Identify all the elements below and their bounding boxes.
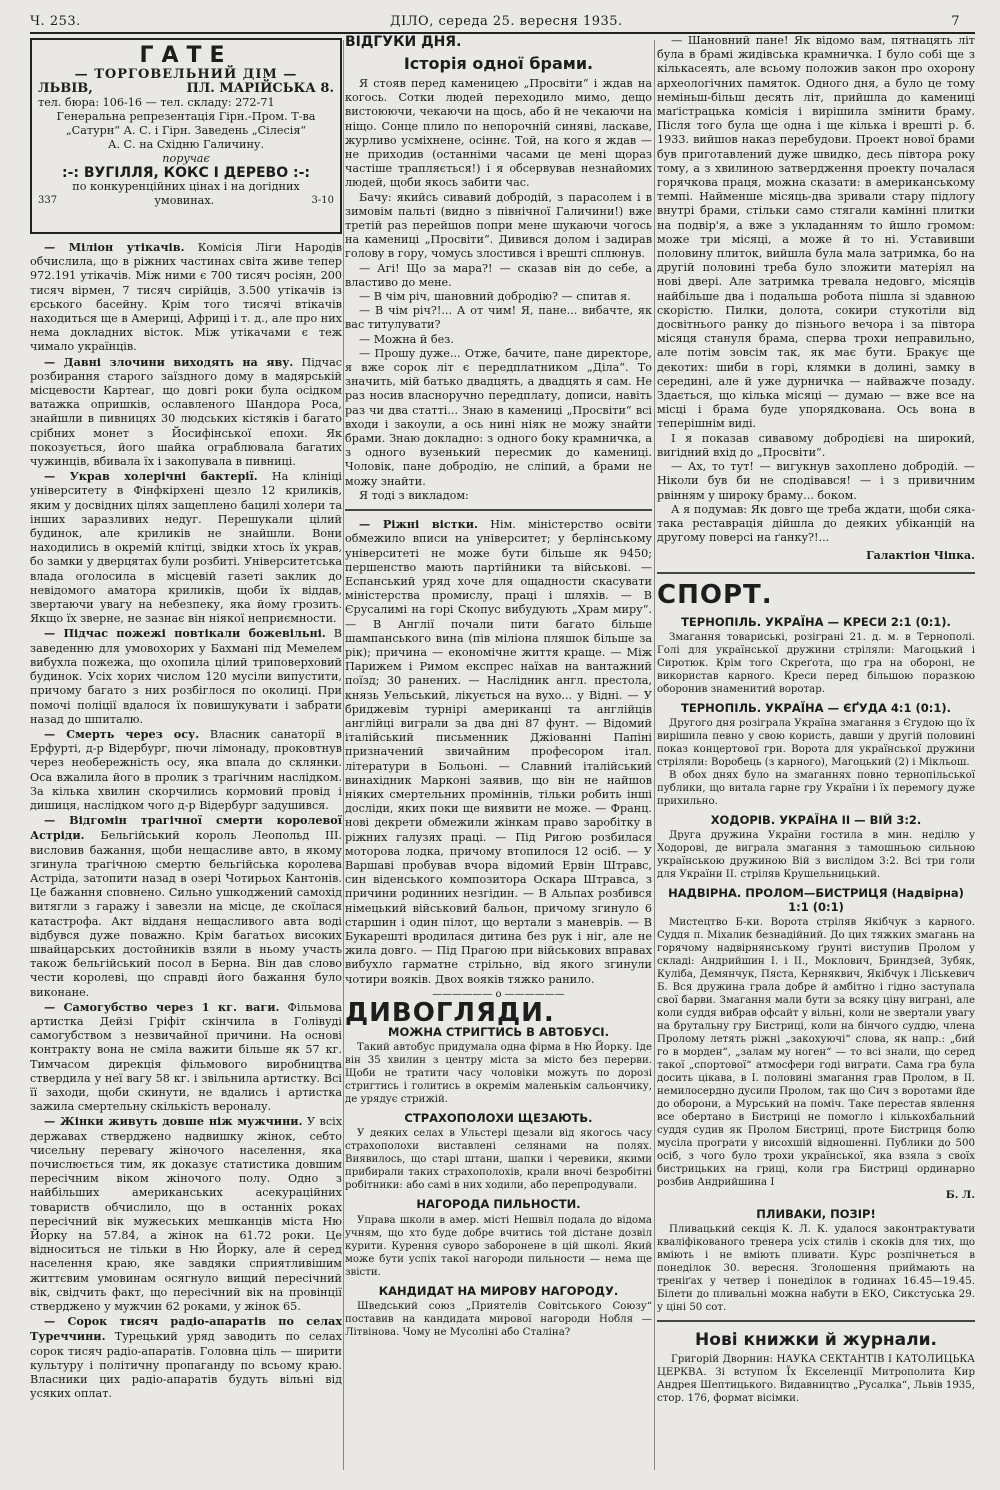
news-briefs xyxy=(30,240,342,1401)
match-text: Пливацький секція К. Л. К. удалося законтрактувати кваліфікованого тренера усіх стилів і скоків для тих, що вміють і не вміють пливати. Курс розпічнеться в понеділок 30. вересня. Зголошення приймають на треніґах у четвер і понеділок в годинах 16.45—19.45. Білети до пливальні можна набути в ЕКО, Сикстуська 29. у ціні 50 сот. xyxy=(657,1224,975,1314)
ad-code-right: 3-10 xyxy=(311,195,334,206)
ad-address-line xyxy=(38,82,334,96)
sport-section xyxy=(657,615,975,1314)
ad-foot xyxy=(38,194,334,208)
oddity-body xyxy=(345,1300,652,1339)
news-item-lead: — Ріжні вістки. xyxy=(359,517,478,532)
oddities-title: ДИВОГЛЯДИ. xyxy=(345,997,555,1028)
oddity-headline: НАГОРОДА ПИЛЬНОСТИ. xyxy=(416,1197,581,1212)
author-signature: Галактіон Чіпка. xyxy=(866,549,975,563)
news-brief xyxy=(30,1314,342,1401)
news-brief-lead: — Самогубство через 1 кг. ваги. xyxy=(44,999,280,1014)
match-headline: НАДВІРНА. ПРОЛОМ—БИСТРИЦЯ (Надвірна) 1:1 (0:1) xyxy=(668,886,964,915)
news-brief-text: На клініці університету в Фінфкірхені щезло 12 криликів, яким у досвідних цілях защеплено бацилі холери та інших заразливих недуг. Перешукали цілий будинок, але криликів не знайшли. Вони находились в окремій клітці, звідки хтось їх украв, бо замки у дверцятах були розбиті. Університетська влада оголосила в місцевій газеті заклик до невідомого аматора криликів, щоби їх віддав, звертаючи увагу на небезпеку, яка йому грозить. Якщо їх зверне, не зазнає він ніякої неприємности. xyxy=(30,470,342,626)
news-brief-text: В заведенню для умовохорих у Бахмані під Мемелем вибухла пожежа, що охопила цілий триповерховий будинок. Усіх хорих числом 120 мусіли випустити, причому багато з них розбіглося по околиці. При помочі поліції вдалося їх повишукувати і забрати назад до шпиталю. xyxy=(30,627,342,726)
match-text: Друга дружина України гостила в мин. неділю у Ходорові, де виграла змагання з тамошньою сильною українською дружиною Вій з вислідом 3:2. Всі три голи для України II. стріляв Крушельницький. xyxy=(657,830,975,881)
paper-title-date: ДІЛО, середа 25. вересня 1935. xyxy=(390,14,623,29)
ad-phones: тел. бюра: 106-16 — тел. складу: 272-71 xyxy=(38,96,275,109)
issue-number: Ч. 253. xyxy=(30,14,81,29)
section-divider xyxy=(657,1320,975,1322)
oddity-headline: КАНДИДАТ НА МИРОВУ НАГОРОДУ. xyxy=(378,1283,619,1298)
section-title-reviews: ВІДГУКИ ДНЯ. xyxy=(345,34,462,50)
news-brief xyxy=(30,240,342,355)
masthead xyxy=(30,10,960,32)
news-brief-text: Комісія Ліги Народів обчислила, що в ріжних частинах світа живе тепер 972.191 утікачів. Між ними є 700 тисяч росіян, 200 тисяч вірмен, 7 тисяч сирійців, 3.500 утікачів із єрського басейну. Крім того тисячі втікачів находиться ще в Америці, Африці і т. д., але про них нема докладних вісток. Між утікачами є теж чимало українців. xyxy=(30,241,342,354)
story-paragraph: — Можна й без. xyxy=(359,332,454,346)
oddity-headline: МОЖНА СТРИГТИСЬ В АВТОБУСІ. xyxy=(388,1025,609,1039)
story-paragraph: — Агі! Що за мара?! — сказав він до себе, а властиво до мене. xyxy=(345,261,652,289)
match-headline: ХОДОРІВ. УКРАЇНА II — ВІЙ 3:2. xyxy=(710,813,922,828)
match-headline: ТЕРНОПІЛЬ. УКРАЇНА — КРЕСИ 2:1 (0:1). xyxy=(681,615,951,630)
news-item-text: Нім. міністерство освіти обмежило вписи на університет; у берлінському університеті не може бути більше як 9450; першенство мають партійники та військові. — Еспанський уряд хоче для ощадности скасувати міністерства промислу, праці і шляхів. — В Єрусалимі на горі Скопус вибудують „Храм миру“. — В Англії почали пити багато більше шампанського вина (пів міліона пляшок більше за рік); причина — економічне життя краще. — Між Парижем і Римом експрес наїхав на вантажний поїзд; 30 ранених. — Наслідник англ. престола, князь Уельський, лікується на вухо... у Відні. — У бриджевім турнірі американці та англійців англійці виграли за два дні 87 фунт. — Відомий італійський письменник Джіованні Папіні призначений звичайним професором італ. літератури в Больоні. — Славний італійський винахідник Марконі заявив, що він не найшов ніяких смертельних проміннів, тільки робить інші досліди, яких поки ще виявити не може. — Франц. нові декрети обмежили жінкам право заробітку в ріжних галузях праці. — Під Ригою розбилася моторова лодка, причому втопилося 12 осіб. — У Варшаві пробував вчора відомий Ервін Штравс, син віденського композитора Оскара Штравса, з причини родинних незгідин. — В Альпах розбився німецький військовий бальон, причому згинуло 6 старшин і один пілот, що вертали з маневрів. — В Букарешті вродилася дитина без рук і ніг, але не жила довго. — Під Прагою при військових вправах вибухло гарматне стрільно, від якого згинули чотири вояків. Двох вояків тяжко ранило. xyxy=(345,518,652,986)
oddity-text: Управа школи в амер. місті Нешвіл подала до відома учням, що хто буде добре вчитись той дістане дозвіл курити. Курення суворо заборонене в цій школі. Який може бути успіх такої нагороди пильности — нема ще звісти. xyxy=(345,1214,652,1278)
oddity-headline: СТРАХОПОЛОХИ ЩЕЗАЮТЬ. xyxy=(404,1111,593,1126)
match-report xyxy=(657,916,975,1202)
story-paragraph: Я стояв перед каменицею „Просвіти“ і ждав на когось. Сотки людей переходило мимо, дещо вистоюючи, чекаючи на щось, або й не чекаючи на ніщо. Сонце плило по непорочній синяві, ласкаве, журливо усміхнене, осіннє. Той, на кого я ждав — не приходив (останніми часами це мені щораз частіше трапляється!) і я обсервував незнайомих людей, щоби якось забити час. xyxy=(345,77,652,190)
ad-city: ЛЬВІВ, xyxy=(38,81,93,96)
column-divider xyxy=(654,40,655,1470)
news-brief-text: Підчас розбирання старого заїздного дому в мадярській місцевости Картеаг, що довгі роки була осідком ватажка опришків, ославленого Шандора Роса, знайшли в пивницях 30 людських кістяків і багато срібних монет з Йосифінської епохи. Як покозується, його шайка ограблювала багатих чужинців, вбивала їх і закопувала в пивниці. xyxy=(30,355,342,469)
ad-products: :-: ВУГІЛЛЯ, КОКС І ДЕРЕВО :-: xyxy=(61,165,311,181)
ad-rep-3: А. С. на Східню Галичину. xyxy=(107,138,265,151)
section-divider xyxy=(345,509,652,511)
news-brief-lead: — Украв холерічні бактерії. xyxy=(44,469,258,484)
section-divider xyxy=(657,572,975,574)
news-item xyxy=(345,517,652,987)
match-headline: ПЛИВАКИ, ПОЗІР! xyxy=(756,1207,876,1222)
story-paragraph: — В чім річ, шановний добродію? — спитав я. xyxy=(359,290,631,304)
ad-rep-1: Генеральна репрезентація Гірн.-Пром. Т-ва xyxy=(56,110,316,123)
news-brief-text: Бельгійський король Леопольд III. висловив бажання, щоби нещасливе авто, в якому згинула трагічною смертю бельгійська королева Астріда, затопити назад в озері Чотирьох Кантонів. Це бажання сповнено. Сильно ушкоджений самохід витягли з гаражу і завезли на місце, де скоїлася катастрофа. Акт відданя нещасливого авта воді відбувся дуже поважно. Крім багатьох високих швайцарських достойників взяли в ньому участь також бельгійський посол в Берна. Він дав слово чести королеві, що справді його бажання було виконане. xyxy=(30,829,342,999)
news-brief xyxy=(30,469,342,626)
oddity-text: У деяких селах в Ульстері щезали від якогось часу страхополохи виставлені селянами на полях. Виявилось, що старі штани, шапки і черевики, якими прибирали таких страхополохів, крали вночі безробітні робітники: або самі в них ходили, або перепродували. xyxy=(345,1128,652,1192)
match-text: Мистецтво Б-ки. Ворота стріляв Якібчук з карного. Суддя п. Міхалик безнадійний. До цих тяжких змагань на горячому надвірнянському ґрунті виступив Пролом у складі: Андрийшин І. і II., Моклович, Бриндзей, Зубяк, Куліба, Демянчук, Пяста, Керняквич, Якібчук і Ліськевич Б. Вся дружина грала добре й амбітно і гідно заступала свої барви. Змагання мали бути за всяку ціну виграні, але коли суддя вибрав офсайт у вільні, коли не звертали увагу на брутальну гру Бистриці, коли на бінчого суддю, члена Пролому летять ріжні „закохуючі“ слова, як напр.: „бий го в морден“, „залам му ноген“ — то всі знали, що серед такої „спортової“ атмосфери годі виграти. Сама гра була досить цікава, в І. половині змагання грав Пролом, в ІІ. немилосердно дусили Пролом, так що Сич з воротами йде до оборони, а Мурський на поміч. Таке перестав явлення все обертано в Бистриці не помогло і кількохбальний суддя судив як Пролом Бистриці, проте Бистриця болю мусіла програти у висохшій відношенні. Публики до 500 осіб, з чого було трохи української, яка взяла з своїх бистрицьких на гриці, коли гра Бистриці ординарно розбив Андрийшина І xyxy=(657,917,975,1189)
story-paragraph: Я тоді з викладом: xyxy=(359,488,469,502)
feuilleton-continuation xyxy=(657,34,975,545)
ornament-divider: —————— o —————— xyxy=(432,988,565,1000)
news-brief-lead: — Жінки живуть довше ніж мужчини. xyxy=(44,1114,303,1129)
oddity-text: Такий автобус придумала одна фірма в Ню Йорку. Іде він 35 хвилин з центру міста за місто без перерви. Щоби не тратити часу чоловіки можуть по дорозі стригтись і голитись в окремім маленькім сальончику, де урядує стрижій. xyxy=(345,1042,652,1106)
ad-brand: ГАТЕ xyxy=(139,43,233,68)
news-brief xyxy=(30,813,342,1000)
story-paragraph: І я показав сивавому добродієві на широкий, вигідний вхід до „Просвіти“. xyxy=(657,431,975,459)
news-brief-lead: — Підчас пожежі повтікали божевільні. xyxy=(44,626,326,641)
news-brief-text: Власник санаторії в Ерфурті, д-р Відербург, пючи лімонаду, проковтнув через необережність осу, яка впала до склянки. Оса вжалила його в пролик з трагічним наслідком. За кілька хвилин скорчились кормовий провід і дишиця, наслідком чого д-р Відербург задушився. xyxy=(30,727,342,812)
books-title: Нові книжки й журнали. xyxy=(695,1330,937,1351)
story-paragraph: — В чім річ?!... А от чим! Я, пане... вибачте, як вас титулувати? xyxy=(345,304,652,332)
column-right xyxy=(657,34,975,1474)
ad-recommends: поручає xyxy=(162,152,210,165)
story-paragraph: Бачу: якийсь сивавий добродій, з парасолем і в зимовім пальті (видно з північної Галичини!) вже третій раз перейшов попри мене шукаючи чогось на камениці „Просвіти“. Дивився долом і задирав голову в гору, чомусь злостився і врешті сплюнув. xyxy=(345,190,652,261)
news-brief xyxy=(30,355,342,470)
news-brief-lead: — Сорок тисяч радіо-апаратів по селах Туреччини. xyxy=(30,1314,342,1344)
ad-house: — ТОРГОВЕЛЬНИЙ ДІМ — xyxy=(74,67,298,82)
advertisement-box xyxy=(30,38,342,234)
match-signature: Б. Л. xyxy=(945,1189,975,1202)
ad-address: ПЛ. МАРІЙСЬКА 8. xyxy=(186,81,334,96)
column-middle xyxy=(345,34,652,1474)
oddity-text: Шведський союз „Приятелів Совітського Союзу“ поставив на кандидата мирової нагороди Нобля — Літвінова. Чому не Мусоліні або Сталіна? xyxy=(345,1300,652,1338)
news-brief xyxy=(30,1114,342,1314)
news-brief xyxy=(30,727,342,813)
news-brief-lead: — Міліон утікачів. xyxy=(44,240,185,254)
feuilleton-text xyxy=(345,77,652,1339)
column-left xyxy=(30,34,342,1474)
sport-title: СПОРТ. xyxy=(657,580,773,611)
story-paragraph: — Прошу дуже... Отже, бачите, пане директоре, я вже сорок літ є передплатником „Діла“. То значить, мій батько двадцять, а двадцять я сам. Не раз носив власноручно передплату, дописи, навіть раз чи два статті... Знаю в камениці „Просвіти“ всі входи і закоули, а ось нині ніяк не можу знайти брами. Знаю докладно: з одного боку крамничка, а з одного вузенький пересмик до камениці. Чоловік, пане добродію, не сліпий, а брами не можу знайти. xyxy=(345,346,652,488)
match-extra: В обох днях було на змаганнях повно тернопільської публики, що витала гарне гру України і їх перемогу дуже прихильно. xyxy=(657,770,975,808)
ad-terms-1: по конкуренційних цінах і на догідних xyxy=(72,180,300,193)
match-report xyxy=(657,717,975,808)
match-headline: ТЕРНОПІЛЬ. УКРАЇНА — ЄҐУДА 4:1 (0:1). xyxy=(681,701,951,716)
news-brief-lead: — Давні злочини виходять на яву. xyxy=(44,354,294,369)
oddity-body xyxy=(345,1041,652,1106)
match-report xyxy=(657,1223,975,1314)
books-text: Григорій Дворнин: НАУКА СЕКТАНТІВ І КАТОЛИЦЬКА ЦЕРКВА. Зі вступом Їх Екселенції Митрополита Кир Андрея Шептицького. Видавництво „Русалка“, Львів 1935, стор. 176, формат вісімки. xyxy=(657,1354,975,1405)
match-report xyxy=(657,829,975,881)
news-brief-lead: — Відгомін трагічної смерти королевої Астріди. xyxy=(30,813,342,843)
news-brief-text: У всіх державах стверджено надвишку жінок, себто чисельну перевагу жіночого населення, яка почислюється тим, як доказує статистика довшим пересічним віком жіночого полу. Одно з найбільших американських асекураційних товариств обчислило, що в останніх роках пересічний вік мужеських мешканців міста Ню Йорку на 57.84, а жінок на 61.72 роки. Це відноситься не тільки в Ню Йорку, але й серед населення краю, яке завдяки сприятливішим життєвим умовинам осягнуло вищий пересічний вік, свідчить факт, що пересічний вік на провінції стверджено у мужчин 62 роками, у жінок 65. xyxy=(30,1115,342,1314)
story-paragraph: — Шановний пане! Як відомо вам, пятнацять літ була в брамі жидівська крамничка. І було собі ще з кількасеять, але всьому положив закон про охорону археологічних памяток. Одного дня, а було це тому неміньш-більш десять літ, прийшла до камениці маґістрацька комісія і вирішила змінити браму. Після того була ще одна і ще кілька і врешті р. б. 1933. вийшов наказ перебудови. Проект нової брами був приготавлений дуже швидко, десь півтора року тому, а з хвилиною затвердження проекту почалася горячкова праця, можна сказати: в американському темпі. Найменше місяць-два зривали стару підлогу внутрі брами, стільки само стягали камінні плитки на подвір'я, а вже з укладанням то йшло громом: може три місяці, а може й то ні. Уставивши половину плиток, вийшла була мала затримка, бо на другій половині треба було зложити матеріял на нові двері. Але затримка тревала недовго, місяців найбільше два і подальша робота пішла зі здавною скорістю. Пилки, долота, сокири стукотіли від досвітнього ранку до пізнього вечора і за півтора місяця стануля брама, сперва трохи неправильно, але потім зовсім так, як має бути. Бракує ще декотих: шиби в горі, клямки в долині, замку в середині, але й уже дурничка — найважче позаду. Здається, що кілька місяці — думаю — вже все на місці і брама буде упорядкована. Ось вона в теперішнім виді. xyxy=(657,34,975,431)
news-brief xyxy=(30,1000,342,1115)
match-report xyxy=(657,631,975,696)
ad-rep-2: „Сатурн“ А. С. і Гірн. Заведень „Сілесія“ xyxy=(65,124,307,137)
ad-terms-2: умовинах. xyxy=(154,194,215,207)
news-brief-text: Фільмова артистка Дейзі Гріфіт скінчила в Голівуді самогубством з незвичайної причини. На основі контракту вона не сміла важити більше як 57 кг. Тимчасом дирекція фільмового виробництва ствердила у неї вагу 58 кг. і звільнила артистку. Всі її заходи, щоби скинути, не вдались і артистка зажила смертельну скількість вероналу. xyxy=(30,1000,342,1114)
oddity-body xyxy=(345,1214,652,1279)
ad-code-left: 337 xyxy=(38,195,58,206)
match-text: Другого дня розіграла Україна змагання з Єгудою що їх вирішила певно у свою користь, давши у другій половині показ концертової гри. Ворота для української дружини стріляли: Воробець (з карного), Магоцький (2) і Мікльош. xyxy=(657,718,975,769)
news-brief xyxy=(30,626,342,726)
page-number: 7 xyxy=(951,14,960,29)
news-brief-text: Турецький уряд заводить по селах сорок тисяч радіо-апаратів. Головна ціль — ширити культуру і політичну пропаганду по всьому краю. Власники цих радіо-апаратів будуть вільні від усяких оплат. xyxy=(30,1330,342,1401)
news-brief-lead: — Смерть через осу. xyxy=(44,726,200,741)
story-paragraph: — Ах, то тут! — вигукнув захоплено добродій. — Ніколи був би не сподівався! — і з привичним рвінням у широку браму... боком. xyxy=(657,460,975,502)
match-text: Змагання товариські, розіграні 21. д. м. в Тернополі. Голі для української дружини стріляли: Магоцький і Сиротюк. Крім того Скреґота, що гра на обороні, не використав карного. Креси перед більшою поразкою оборонив знаменитий воротар. xyxy=(657,632,975,696)
story-paragraph: А я подумав: Як довго ще треба ждати, щоби сяка-така реставрація дійшла до деяких убіканцій на другому поверсі на ґанку?!... xyxy=(657,502,975,545)
oddity-body xyxy=(345,1127,652,1192)
article-headline: Історія одної брами. xyxy=(403,54,594,73)
column-divider xyxy=(343,40,344,1470)
